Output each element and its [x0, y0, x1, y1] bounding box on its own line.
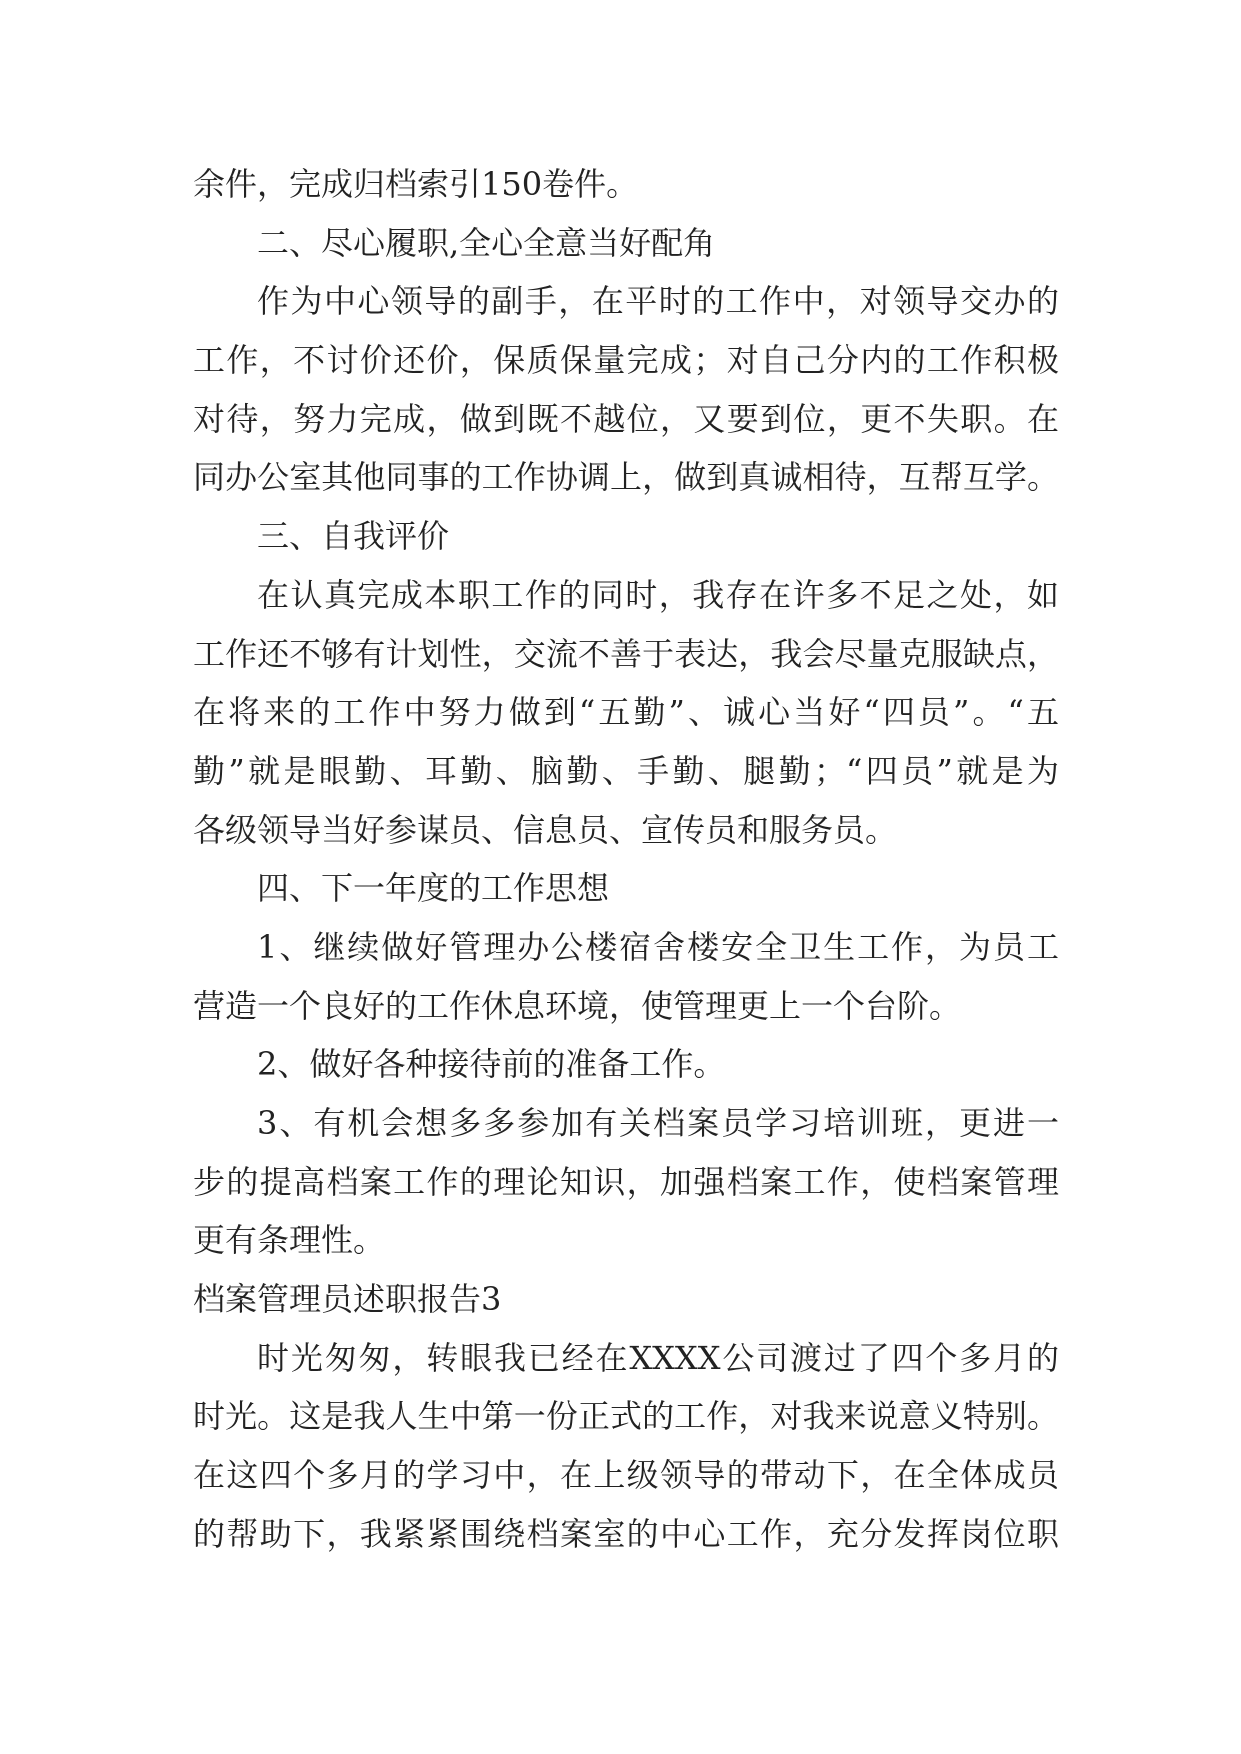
paragraph-line: 的帮助下，我紧紧围绕档案室的中心工作，充分发挥岗位职 [193, 1514, 1059, 1553]
report-title: 档案管理员述职报告3 [193, 1280, 502, 1319]
paragraph-line: 作为中心领导的副手，在平时的工作中，对领导交办的 [257, 282, 1059, 321]
paragraph-line: 各级领导当好参谋员、信息员、宣传员和服务员。 [193, 810, 898, 849]
paragraph-line: 同办公室其他同事的工作协调上，做到真诚相待，互帮互学。 [193, 458, 1059, 497]
section-heading: 四、下一年度的工作思想 [257, 869, 610, 908]
list-item-line: 2、做好各种接待前的准备工作。 [257, 1045, 726, 1084]
paragraph-line: 余件，完成归档索引150卷件。 [193, 165, 639, 203]
paragraph-line: 时光。这是我人生中第一份正式的工作，对我来说意义特别。 [193, 1397, 1059, 1436]
list-item-line: 3、有机会想多多参加有关档案员学习培训班，更进一 [257, 1104, 1059, 1142]
paragraph-line: 工作，不讨价还价，保质保量完成；对自己分内的工作积极 [193, 341, 1059, 380]
list-item-line: 步的提高档案工作的理论知识，加强档案工作，使档案管理 [193, 1162, 1059, 1201]
paragraph-line: 勤”就是眼勤、耳勤、脑勤、手勤、腿勤；“四员”就是为 [193, 751, 1059, 790]
list-item-line: 更有条理性。 [193, 1221, 386, 1260]
document-body [193, 155, 1059, 1564]
paragraph-line: 对待，努力完成，做到既不越位，又要到位，更不失职。在 [193, 399, 1059, 438]
section-heading: 三、自我评价 [257, 517, 450, 556]
paragraph-line: 工作还不够有计划性，交流不善于表达，我会尽量克服缺点， [193, 634, 1059, 673]
paragraph-line: 在认真完成本职工作的同时，我存在许多不足之处，如 [257, 575, 1059, 614]
paragraph-line: 时光匆匆，转眼我已经在XXXX公司渡过了四个多月的 [257, 1338, 1059, 1377]
paragraph-line: 在将来的工作中努力做到“五勤”、诚心当好“四员”。“五 [193, 693, 1059, 732]
list-item-line: 营造一个良好的工作休息环境，使管理更上一个台阶。 [193, 986, 962, 1025]
paragraph-line: 在这四个多月的学习中，在上级领导的带动下，在全体成员 [193, 1456, 1059, 1495]
list-item-line: 1、继续做好管理办公楼宿舍楼安全卫生工作，为员工 [257, 927, 1059, 966]
section-heading: 二、尽心履职,全心全意当好配角 [257, 223, 716, 262]
